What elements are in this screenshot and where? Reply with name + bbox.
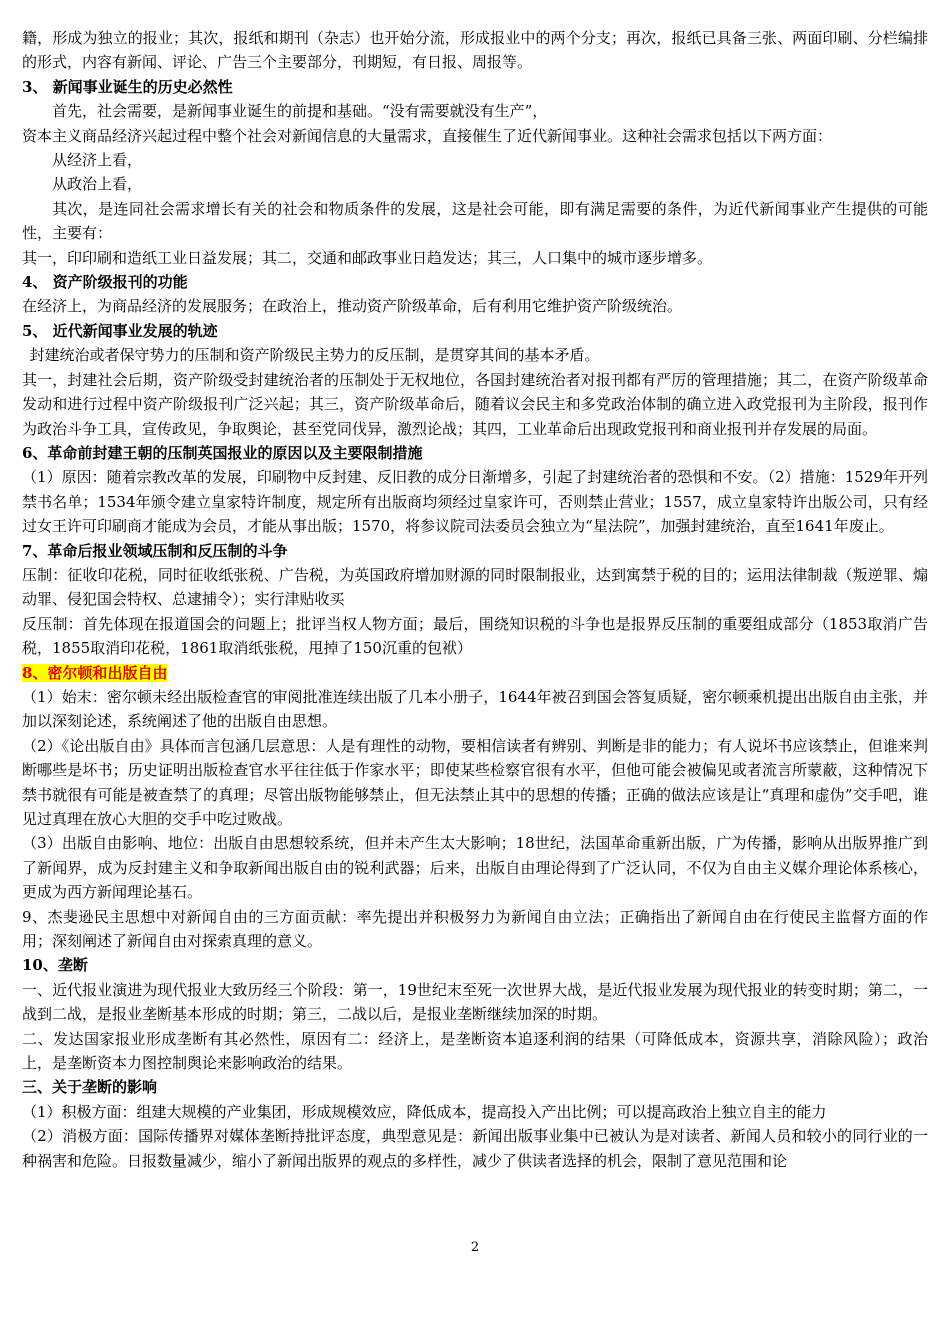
heading-4: 4、 资产阶级报刊的功能 [22,273,188,292]
heading-monopoly-impact: 三、关于垄断的影响 [22,1078,158,1097]
paragraph: 其一，印印刷和造纸工业日益发展；其二，交通和邮政事业日趋发达；其三，人口集中的城市逐步增多。 [22,248,713,267]
paragraph: （1）原因：随着宗教改革的发展，印刷物中反封建、反旧教的成分日渐增多，引起了封建统治者的恐惧和不安。（2）措施：1529年开列禁书名单；1534年颁令建立皇家特许制度，规定所有出版商均须经过皇家许可，否则禁止营业；1557，成立皇家特许出版公司，只有经过女王许可印刷商才能成为会员，才能从事出版；1570，将参议院司法委员会独立为“星法院”，加强封建统治，直至1641年废止。 [22,468,928,536]
paragraph: 反压制：首先体现在报道国会的问题上；批评当权人物方面；最后，围绕知识税的斗争也是报界反压制的重要组成部分（1853取消广告税，1855取消印花税，1861取消纸张税，甩掉了150沉重的包袱） [22,614,928,658]
paragraph: （1）始末：密尔顿未经出版检查官的审阅批准连续出版了几本小册子，1644年被召到国会答复质疑，密尔顿乘机提出出版自由主张，并加以深刻论述，系统阐述了他的出版自由思想。 [22,687,928,731]
paragraph: （3）出版自由影响、地位：出版自由思想较系统，但并未产生太大影响；18世纪，法国革命重新出版，广为传播，影响从出版界推广到了新闻界，成为反封建主义和争取新闻出版自由的锐利武器；后来，出版自由理论得到了广泛认同，不仅为自由主义媒介理论体系核心，更成为西方新闻理论基石。 [22,834,928,902]
paragraph-continuation: 籍，形成为独立的报业；其次，报纸和期刊（杂志）也开始分流，形成报业中的两个分支；再次，报纸已具备三张、两面印刷、分栏编排的形式，内容有新闻、评论、广告三个主要部分，刊期短，有日报、周报等。 [22,29,928,72]
paragraph: 从经济上看， [52,151,143,170]
document-body [22,26,928,1173]
heading-6: 6、革命前封建王朝的压制英国报业的原因以及主要限制措施 [22,443,423,462]
paragraph: （1）积极方面：组建大规模的产业集团，形成规模效应，降低成本，提高投入产出比例；可以提高政治上独立自主的能力 [22,1102,827,1121]
paragraph: 资本主义商品经济兴起过程中整个社会对新闻信息的大量需求，直接催生了近代新闻事业。这种社会需求包括以下两方面： [22,126,833,145]
paragraph: 在经济上，为商品经济的发展服务；在政治上，推动资产阶级革命，后有利用它维护资产阶级统治。 [22,297,683,316]
paragraph: 封建统治或者保守势力的压制和资产阶级民主势力的反压制，是贯穿其间的基本矛盾。 [29,346,600,365]
page-number: 2 [470,1240,480,1255]
heading-8-highlighted [22,661,928,685]
heading-7: 7、革命后报业领域压制和反压制的斗争 [22,541,288,560]
paragraph: 一、近代报业演进为现代报业大致历经三个阶段：第一，19世纪末至死一次世界大战，是近代报业发展为现代报业的转变时期；第二，一战到二战，是报业垄断基本形成的时期；第三，二战以后，是报业垄断继续加深的时期。 [22,980,928,1024]
heading-10: 10、垄断 [22,956,88,975]
paragraph: 其一，封建社会后期，资产阶级受封建统治者的压制处于无权地位，各国封建统治者对报刊都有严厉的管理措施；其二，在资产阶级革命发动和进行过程中资产阶级报刊广泛兴起；其三，资产阶级革命后，随着议会民主和多党政治体制的确立进入政党报刊为主阶段，报刊作为政治斗争工具，宣传政见，争取舆论，甚至党同伐异，激烈论战；其四，工业革命后出现政党报刊和商业报刊并存发展的局面。 [22,370,928,438]
paragraph: 压制：征收印花税，同时征收纸张税、广告税，为英国政府增加财源的同时限制报业，达到寓禁于税的目的；运用法律制裁（叛逆罪、煽动罪、侵犯国会特权、总逮捕令）；实行津贴收买 [22,565,928,609]
paragraph: （2）消极方面：国际传播界对媒体垄断持批评态度，典型意见是：新闻出版事业集中已被认为是对读者、新闻人员和较小的同行业的一种祸害和危险。日报数量减少，缩小了新闻出版界的观点的多样性，减少了供读者选择的机会，限制了意见范围和论 [22,1127,928,1170]
heading-5: 5、 近代新闻事业发展的轨迹 [22,321,218,340]
highlighted-heading-text: 8、密尔顿和出版自由 [22,663,168,682]
paragraph: （2）《论出版自由》具体而言包涵几层意思：人是有理性的动物，要相信读者有辨别、判断是非的能力；有人说坏书应该禁止，但谁来判断哪些是坏书；历史证明出版检查官水平往往低于作家水平；即使某些检察官很有水平，但他可能会被偏见或者流言所蒙蔽，这种情况下禁书就很有可能是被查禁了的真理；尽管出版物能够禁止，但无法禁止其中的思想的传播；正确的做法应该是让“真理和虚伪”交手吧，谁见过真理在放心大胆的交手中吃过败战。 [22,736,928,828]
paragraph: 从政治上看， [52,175,143,194]
paragraph: 其次，是连同社会需求增长有关的社会和物质条件的发展，这是社会可能，即有满足需要的条件，为近代新闻事业产生提供的可能性，主要有： [22,199,928,243]
paragraph: 首先，社会需要，是新闻事业诞生的前提和基础。“没有需要就没有生产”， [52,102,548,121]
paragraph: 二、发达国家报业形成垄断有其必然性，原因有二：经济上，是垄断资本追逐利润的结果（可降低成本，资源共享，消除风险）；政治上，是垄断资本力图控制舆论来影响政治的结果。 [22,1029,928,1073]
paragraph: 9、杰斐逊民主思想中对新闻自由的三方面贡献：率先提出并积极努力为新闻自由立法；正确指出了新闻自由在行使民主监督方面的作用；深刻阐述了新闻自由对探索真理的意义。 [22,907,928,951]
heading-3: 3、 新闻事业诞生的历史必然性 [22,77,233,96]
